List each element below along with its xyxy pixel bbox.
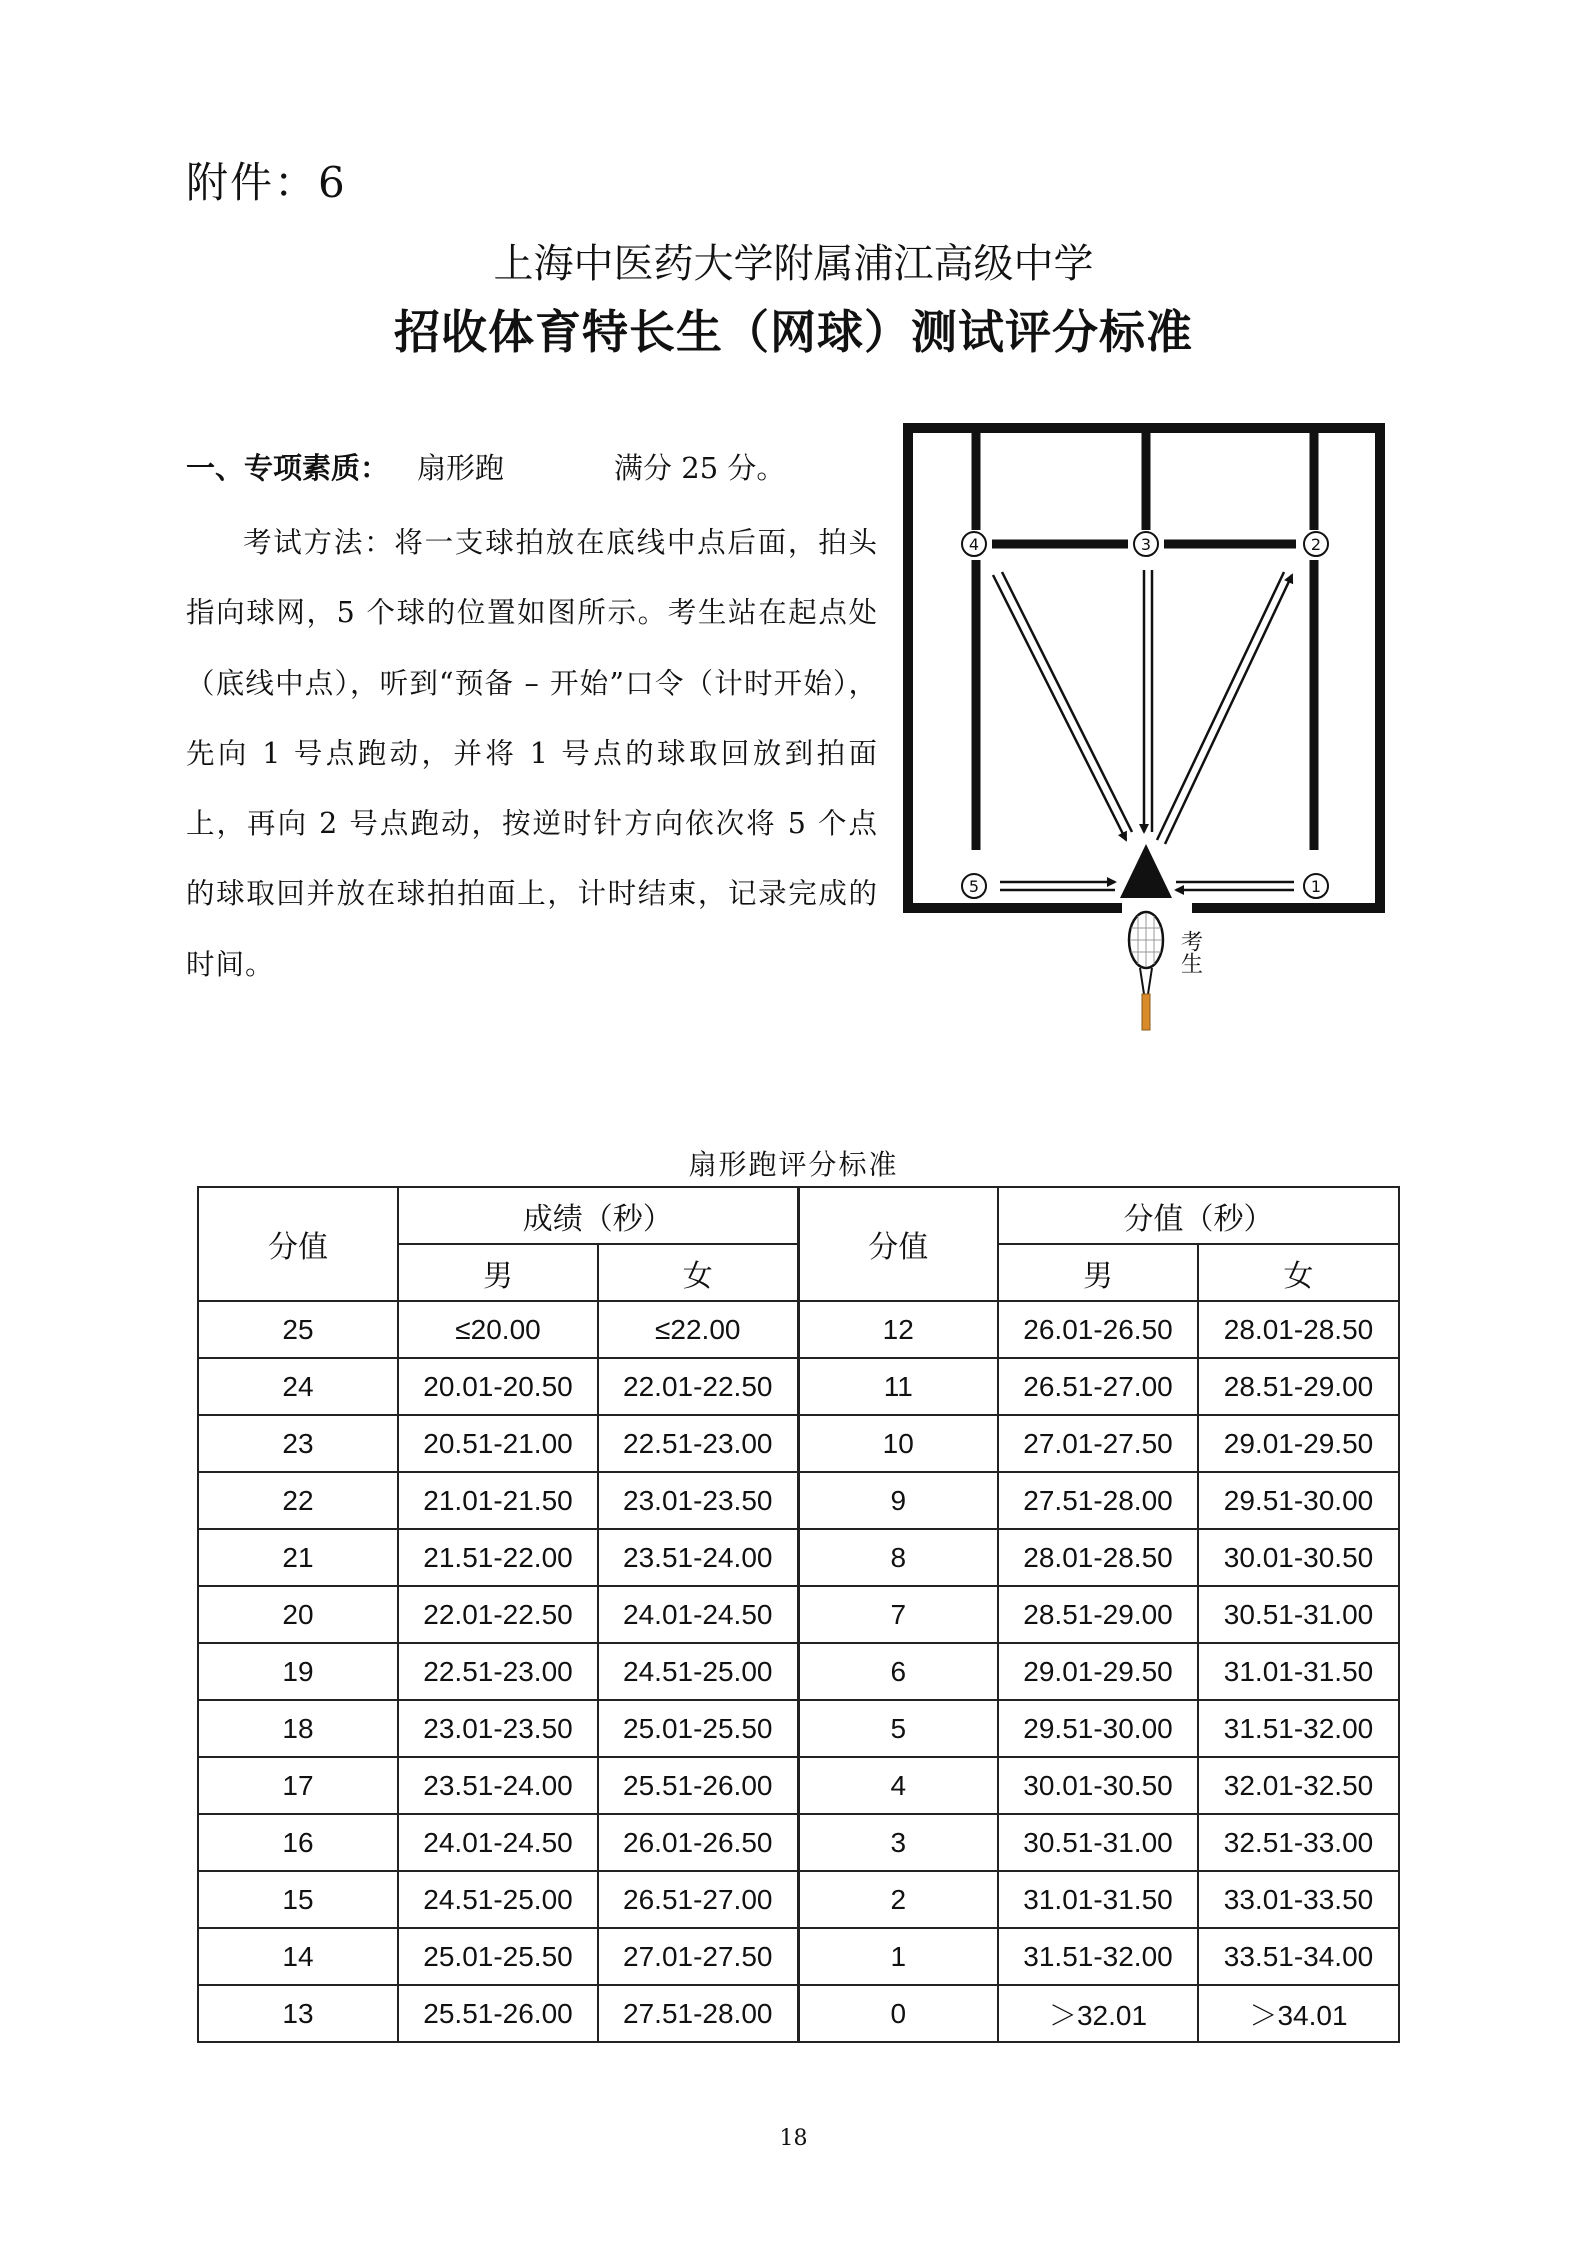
test-method-paragraph: 考试方法：将一支球拍放在底线中点后面，拍头指向球网，5 个球的位置如图所示。考生站在起点处（底线中点），听到“预备 – 开始”口令（计时开始），先向 1 号点跑动，并将 1 号点的球取回放到拍面上，再向 2 号点跑动，按逆时针方向依次将 5 个点的球取回并放在球拍拍面上，计时结束，记录完成的时间。	[186, 526, 878, 981]
cell-female-left: 26.01-26.50	[598, 1814, 798, 1871]
cell-female-right: 28.51-29.00	[1198, 1358, 1399, 1415]
cell-score-right: 3	[798, 1814, 998, 1871]
cell-score-left: 15	[198, 1871, 398, 1928]
cell-female-left: 25.01-25.50	[598, 1700, 798, 1757]
header-male-left: 男	[398, 1244, 598, 1301]
cell-female-left: 22.51-23.00	[598, 1415, 798, 1472]
table-row	[198, 1358, 1399, 1415]
point-4-label: 4	[968, 535, 980, 554]
fan-run-diagram	[900, 420, 1390, 1060]
candidate-label: 考生	[1177, 930, 1203, 974]
cell-score-right: 9	[798, 1472, 998, 1529]
racket-icon	[1129, 912, 1163, 1030]
cell-female-left: ≤22.00	[598, 1301, 798, 1358]
cell-female-left: 25.51-26.00	[598, 1757, 798, 1814]
cell-female-left: 23.01-23.50	[598, 1472, 798, 1529]
cell-score-left: 21	[198, 1529, 398, 1586]
cell-score-right: 7	[798, 1586, 998, 1643]
school-name: 上海中医药大学附属浦江高级中学	[493, 241, 1094, 287]
cell-male-left: 23.01-23.50	[398, 1700, 598, 1757]
cell-female-right: 31.01-31.50	[1198, 1643, 1399, 1700]
cell-female-left: 24.01-24.50	[598, 1586, 798, 1643]
cell-male-left: 24.01-24.50	[398, 1814, 598, 1871]
header-score-left: 分值	[198, 1187, 398, 1301]
cell-score-right: 5	[798, 1700, 998, 1757]
cell-score-left: 25	[198, 1301, 398, 1358]
table-row	[198, 1529, 1399, 1586]
cell-female-right: 33.51-34.00	[1198, 1928, 1399, 1985]
cell-male-right: ＞32.01	[998, 1985, 1198, 2042]
table-caption: 扇形跑评分标准	[688, 1148, 899, 1181]
point-5-label: 5	[968, 877, 980, 896]
cell-score-left: 20	[198, 1586, 398, 1643]
table-row	[198, 1928, 1399, 1985]
table-row	[198, 1472, 1399, 1529]
arrow-start-to-2-a	[1165, 575, 1292, 844]
cell-male-left: ≤20.00	[398, 1301, 598, 1358]
cell-male-right: 29.51-30.00	[998, 1700, 1198, 1757]
cell-female-right: 33.01-33.50	[1198, 1871, 1399, 1928]
cell-female-right: 29.01-29.50	[1198, 1415, 1399, 1472]
section-heading	[186, 446, 785, 487]
header-result-right: 分值（秒）	[998, 1187, 1399, 1244]
page-number: 18	[779, 2126, 808, 2151]
cell-male-left: 20.01-20.50	[398, 1358, 598, 1415]
cell-female-left: 27.01-27.50	[598, 1928, 798, 1985]
header-female-left: 女	[598, 1244, 798, 1301]
cell-male-right: 31.51-32.00	[998, 1928, 1198, 1985]
cell-male-right: 26.51-27.00	[998, 1358, 1198, 1415]
cell-score-left: 23	[198, 1415, 398, 1472]
point-2-label: 2	[1310, 535, 1322, 554]
cell-male-left: 25.01-25.50	[398, 1928, 598, 1985]
cell-male-right: 30.51-31.00	[998, 1814, 1198, 1871]
point-3-label: 3	[1140, 535, 1152, 554]
score-table-body	[198, 1301, 1399, 2042]
section-title: 一、专项素质：	[186, 451, 390, 485]
point-1-label: 1	[1310, 877, 1322, 896]
cell-female-left: 27.51-28.00	[598, 1985, 798, 2042]
cell-male-left: 25.51-26.00	[398, 1985, 598, 2042]
cell-male-left: 21.01-21.50	[398, 1472, 598, 1529]
cell-score-right: 8	[798, 1529, 998, 1586]
table-row	[198, 1643, 1399, 1700]
document-title: 招收体育特长生（网球）测试评分标准	[394, 305, 1193, 359]
cell-score-right: 4	[798, 1757, 998, 1814]
header-male-right: 男	[998, 1244, 1198, 1301]
cell-male-right: 30.01-30.50	[998, 1757, 1198, 1814]
table-row	[198, 1586, 1399, 1643]
cell-female-right: ＞34.01	[1198, 1985, 1399, 2042]
cell-score-left: 22	[198, 1472, 398, 1529]
cell-male-left: 22.51-23.00	[398, 1643, 598, 1700]
cell-male-right: 28.51-29.00	[998, 1586, 1198, 1643]
arrow-4-to-start-b	[1002, 572, 1132, 832]
table-row	[198, 1415, 1399, 1472]
cell-score-left: 14	[198, 1928, 398, 1985]
cell-female-left: 22.01-22.50	[598, 1358, 798, 1415]
cell-male-right: 27.01-27.50	[998, 1415, 1198, 1472]
header-score-right: 分值	[798, 1187, 998, 1301]
arrow-4-to-start-a	[993, 575, 1126, 840]
header-female-right: 女	[1198, 1244, 1399, 1301]
cell-male-left: 24.51-25.00	[398, 1871, 598, 1928]
cell-male-left: 23.51-24.00	[398, 1757, 598, 1814]
full-score-text: 满分 25 分。	[614, 451, 786, 485]
cell-female-left: 24.51-25.00	[598, 1643, 798, 1700]
cell-female-right: 32.51-33.00	[1198, 1814, 1399, 1871]
cell-score-left: 17	[198, 1757, 398, 1814]
cell-female-left: 23.51-24.00	[598, 1529, 798, 1586]
cell-score-right: 11	[798, 1358, 998, 1415]
cell-male-right: 26.01-26.50	[998, 1301, 1198, 1358]
cell-score-left: 19	[198, 1643, 398, 1700]
cell-score-left: 13	[198, 1985, 398, 2042]
cell-score-right: 6	[798, 1643, 998, 1700]
cell-score-right: 1	[798, 1928, 998, 1985]
attachment-label: 附件：6	[186, 158, 347, 207]
test-item-name: 扇形跑	[417, 451, 505, 485]
table-row	[198, 1757, 1399, 1814]
cell-female-right: 32.01-32.50	[1198, 1757, 1399, 1814]
cell-score-right: 10	[798, 1415, 998, 1472]
fan-run-score-table	[197, 1186, 1400, 2043]
cell-male-left: 22.01-22.50	[398, 1586, 598, 1643]
cell-score-right: 2	[798, 1871, 998, 1928]
cell-score-left: 16	[198, 1814, 398, 1871]
cell-female-right: 30.01-30.50	[1198, 1529, 1399, 1586]
arrow-start-to-2-b	[1157, 572, 1284, 840]
cell-male-right: 27.51-28.00	[998, 1472, 1198, 1529]
cell-male-left: 21.51-22.00	[398, 1529, 598, 1586]
table-row	[198, 1814, 1399, 1871]
cell-female-right: 30.51-31.00	[1198, 1586, 1399, 1643]
cell-score-left: 24	[198, 1358, 398, 1415]
cell-female-right: 28.01-28.50	[1198, 1301, 1399, 1358]
table-row	[198, 1301, 1399, 1358]
cell-female-left: 26.51-27.00	[598, 1871, 798, 1928]
cell-male-right: 31.01-31.50	[998, 1871, 1198, 1928]
table-row	[198, 1871, 1399, 1928]
start-point-triangle	[1120, 844, 1172, 898]
cell-male-left: 20.51-21.00	[398, 1415, 598, 1472]
cell-score-right: 12	[798, 1301, 998, 1358]
cell-female-right: 31.51-32.00	[1198, 1700, 1399, 1757]
cell-male-right: 29.01-29.50	[998, 1643, 1198, 1700]
header-result-left: 成绩（秒）	[398, 1187, 798, 1244]
cell-male-right: 28.01-28.50	[998, 1529, 1198, 1586]
cell-score-left: 18	[198, 1700, 398, 1757]
table-row	[198, 1985, 1399, 2042]
table-row	[198, 1700, 1399, 1757]
cell-female-right: 29.51-30.00	[1198, 1472, 1399, 1529]
cell-score-right: 0	[798, 1985, 998, 2042]
